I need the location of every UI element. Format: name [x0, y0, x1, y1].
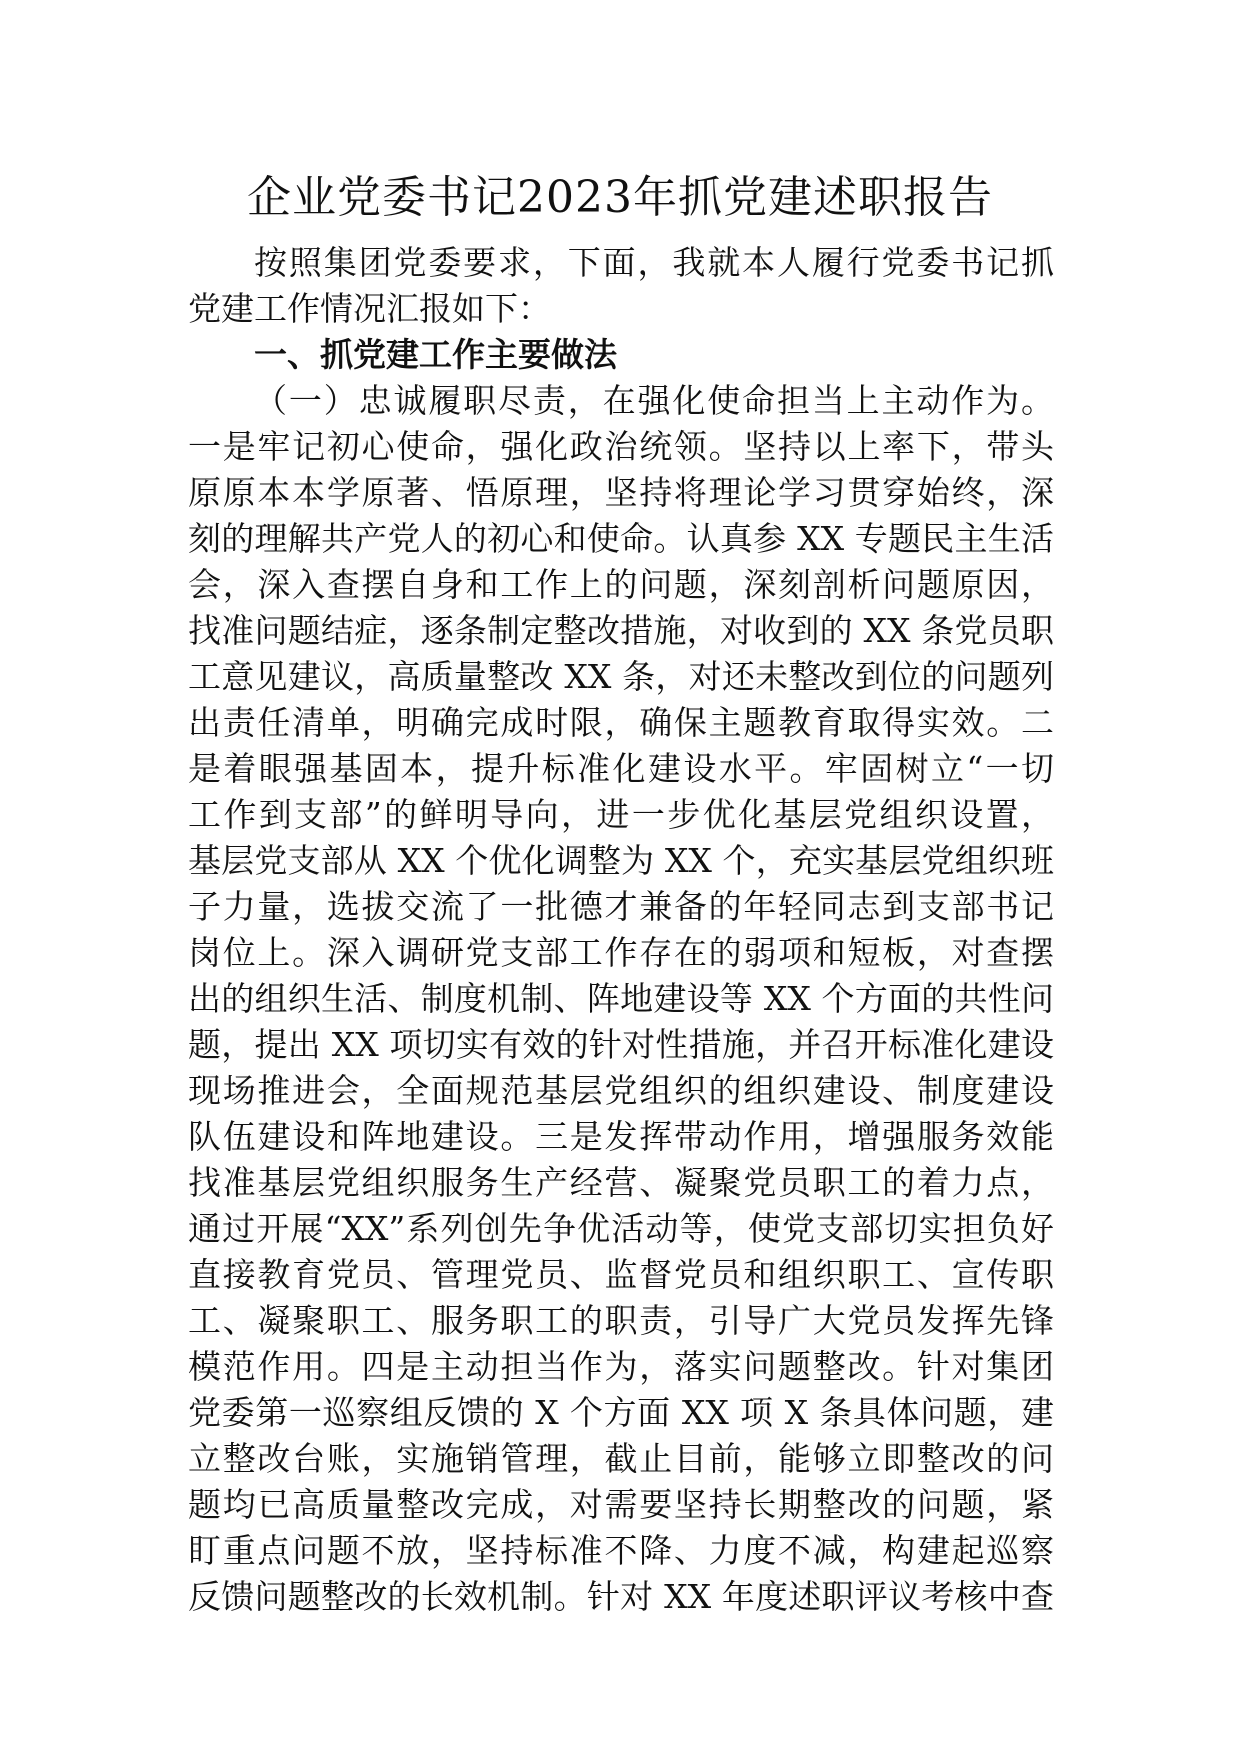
body-line-14: 基层党支部从 XX 个优化调整为 XX 个，充实基层党组织班 [188, 841, 1054, 880]
body-line-9: 找准问题结症，逐条制定整改措施，对收到的 XX 条党员职 [188, 611, 1054, 650]
body-line-28: 题均已高质量整改完成，对需要坚持长期整改的问题，紧 [188, 1485, 1054, 1524]
body-line-8: 会，深入查摆自身和工作上的问题，深刻剖析问题原因， [188, 565, 1054, 604]
body-line-17: 出的组织生活、制度机制、阵地建设等 XX 个方面的共性问 [188, 979, 1054, 1018]
body-line-21: 找准基层党组织服务生产经营、凝聚党员职工的着力点， [188, 1163, 1054, 1202]
section-heading-1: 一、抓党建工作主要做法 [254, 335, 617, 374]
body-line-16: 岗位上。深入调研党支部工作存在的弱项和短板，对查摆 [188, 933, 1054, 972]
body-line-11: 出责任清单，明确完成时限，确保主题教育取得实效。二 [188, 703, 1054, 742]
body-line-5: 一是牢记初心使命，强化政治统领。坚持以上率下，带头 [188, 427, 1054, 466]
document-title: 企业党委书记2023年抓党建述职报告 [247, 172, 993, 223]
body-line-23: 直接教育党员、管理党员、监督党员和组织职工、宣传职 [188, 1255, 1054, 1294]
body-line-6: 原原本本学原著、悟原理，坚持将理论学习贯穿始终，深 [188, 473, 1054, 512]
subsection-heading-1: （一）忠诚履职尽责，在强化使命担当上主动作为。 [254, 381, 1054, 420]
body-line-20: 队伍建设和阵地建设。三是发挥带动作用，增强服务效能 [188, 1117, 1054, 1156]
body-line-30: 反馈问题整改的长效机制。针对 XX 年度述职评议考核中查 [188, 1577, 1054, 1616]
body-line-26: 党委第一巡察组反馈的 X 个方面 XX 项 X 条具体问题，建 [188, 1393, 1054, 1432]
body-line-12: 是着眼强基固本，提升标准化建设水平。牢固树立“一切 [188, 749, 1054, 788]
body-line-10: 工意见建议，高质量整改 XX 条，对还未整改到位的问题列 [188, 657, 1054, 696]
body-line-15: 子力量，选拔交流了一批德才兼备的年轻同志到支部书记 [188, 887, 1054, 926]
body-line-22: 通过开展“XX”系列创先争优活动等，使党支部切实担负好 [188, 1209, 1054, 1248]
body-line-1: 按照集团党委要求，下面，我就本人履行党委书记抓 [254, 243, 1054, 282]
body-line-7: 刻的理解共产党人的初心和使命。认真参 XX 专题民主生活 [188, 519, 1054, 558]
body-line-27: 立整改台账，实施销管理，截止目前，能够立即整改的问 [188, 1439, 1054, 1478]
body-line-2: 党建工作情况汇报如下： [188, 289, 551, 328]
body-line-18: 题，提出 XX 项切实有效的针对性措施，并召开标准化建设 [188, 1025, 1054, 1064]
body-line-25: 模范作用。四是主动担当作为，落实问题整改。针对集团 [188, 1347, 1054, 1386]
document-body [188, 240, 1054, 1620]
body-line-29: 盯重点问题不放，坚持标准不降、力度不减，构建起巡察 [188, 1531, 1054, 1570]
body-line-13: 工作到支部”的鲜明导向，进一步优化基层党组织设置， [188, 795, 1054, 834]
body-line-24: 工、凝聚职工、服务职工的职责，引导广大党员发挥先锋 [188, 1301, 1054, 1340]
body-line-19: 现场推进会，全面规范基层党组织的组织建设、制度建设 [188, 1071, 1054, 1110]
